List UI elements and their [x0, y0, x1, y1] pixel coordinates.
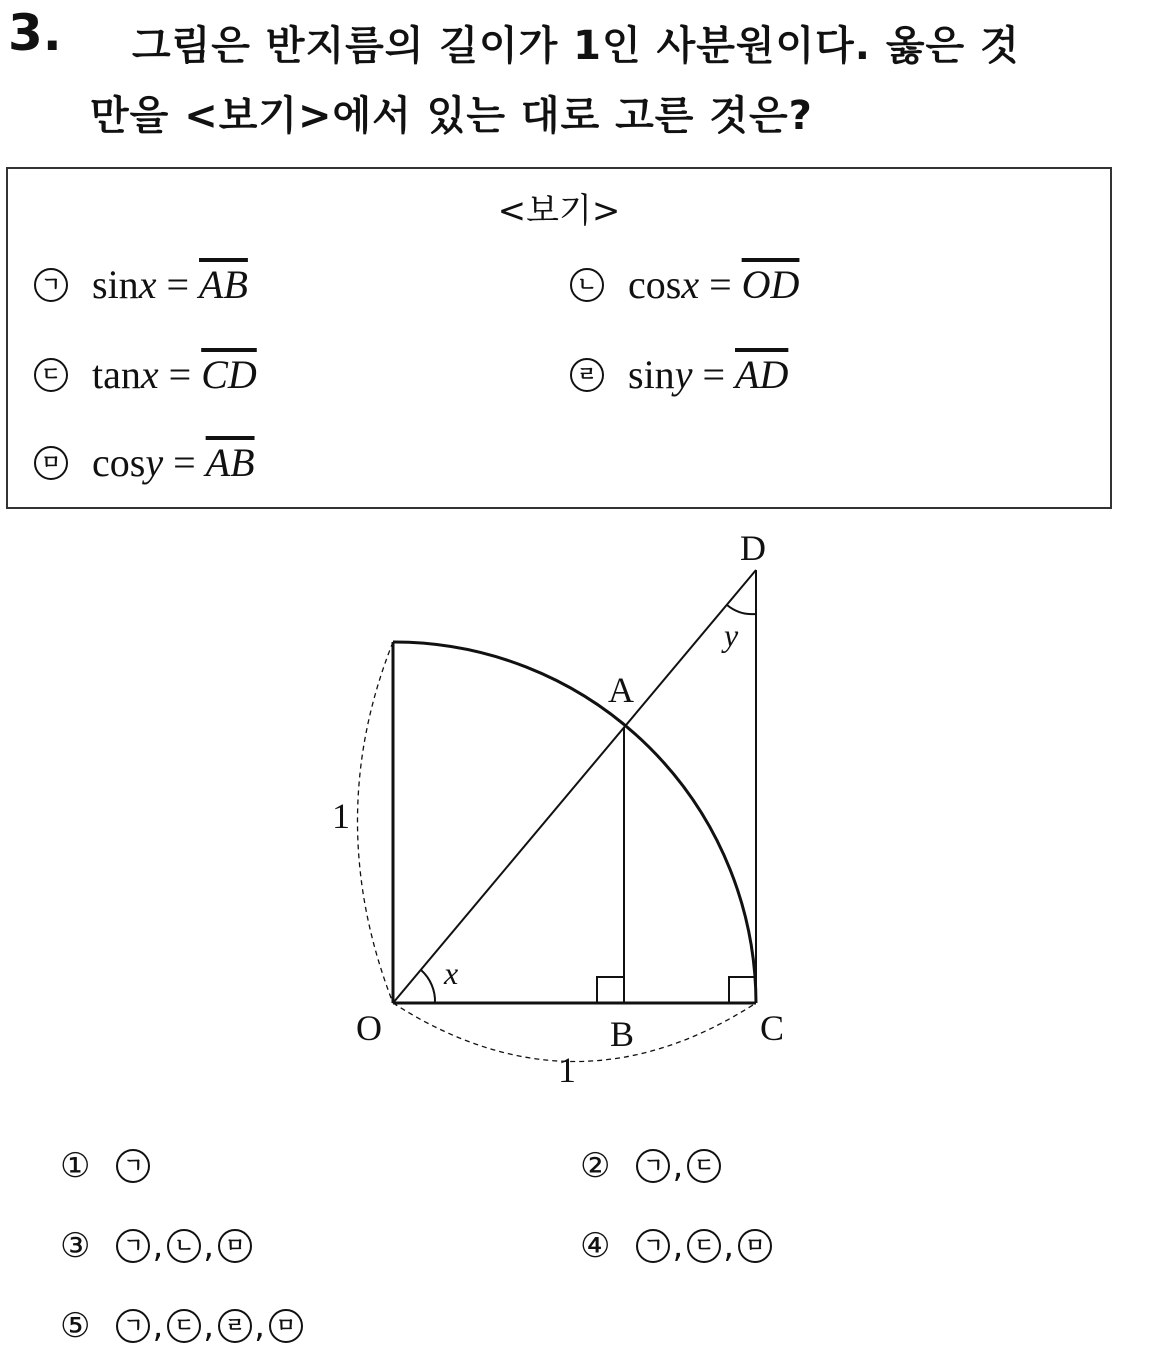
equals-sign: =	[168, 352, 192, 397]
point-label-d: D	[740, 528, 766, 568]
angle-label-x: x	[444, 955, 459, 991]
var-label: y	[145, 440, 164, 485]
marker-mieum: ㅁ	[34, 446, 68, 480]
quarter-arc	[393, 642, 756, 1003]
func-label: cos	[92, 440, 146, 485]
question-text-line2: 만을 <보기>에서 있는 대로 고른 것은?	[90, 93, 813, 139]
radius-label-left: 1	[332, 796, 350, 836]
equals-sign: =	[166, 262, 190, 307]
choice-marker: ㄴ	[167, 1229, 201, 1263]
choice-marker: ㄷ	[687, 1229, 721, 1263]
choice-marker: ㅁ	[218, 1229, 252, 1263]
choice-2[interactable]: ② ㄱ , ㄷ	[580, 1146, 721, 1186]
choice-5[interactable]: ⑤ ㄱ , ㄷ , ㄹ , ㅁ	[60, 1306, 303, 1346]
choice-number: ④	[580, 1226, 611, 1266]
marker-giyeok: ㄱ	[34, 268, 68, 302]
choice-marker: ㄱ	[116, 1309, 150, 1343]
marker-digeut: ㄷ	[34, 358, 68, 392]
choice-marker: ㄱ	[636, 1149, 670, 1183]
segment-label: $\overline{AB}$	[199, 262, 248, 307]
dashed-radius-left	[358, 642, 394, 1003]
angle-arc-y	[727, 605, 756, 614]
bogi-item-giyeok	[34, 261, 248, 308]
choice-number: ②	[580, 1146, 611, 1186]
equals-sign: =	[173, 440, 196, 485]
marker-nieun: ㄴ	[570, 268, 604, 302]
choice-4[interactable]: ④ ㄱ , ㄷ , ㅁ	[580, 1226, 772, 1266]
segment-label: $\overline{AD}$	[735, 352, 789, 397]
var-label: y	[674, 352, 693, 397]
choice-marker: ㅁ	[738, 1229, 772, 1263]
var-label: x	[681, 262, 700, 307]
choice-3[interactable]: ③ ㄱ , ㄴ , ㅁ	[60, 1226, 252, 1266]
var-label: x	[138, 262, 157, 307]
choice-marker: ㄱ	[116, 1229, 150, 1263]
question-text-line1: 그림은 반지름의 길이가 1인 사분원이다. 옳은 것	[132, 23, 1020, 69]
func-label: cos	[628, 262, 682, 307]
bogi-item-digeut	[34, 351, 257, 398]
var-label: x	[140, 352, 159, 397]
bogi-item-rieul	[570, 351, 788, 398]
point-label-b: B	[610, 1014, 635, 1054]
choice-marker: ㄱ	[636, 1229, 670, 1263]
choice-number: ①	[60, 1146, 91, 1186]
equals-sign: =	[702, 352, 726, 397]
point-label-a: A	[608, 670, 634, 710]
equals-sign: =	[709, 262, 732, 307]
right-angle-b	[597, 977, 624, 1003]
choice-marker: ㄷ	[167, 1309, 201, 1343]
choice-number: ⑤	[60, 1306, 91, 1346]
question-number: 3.	[8, 4, 62, 62]
func-label: tan	[92, 352, 141, 397]
angle-label-y: y	[724, 617, 739, 653]
line-od	[393, 570, 756, 1003]
choice-1[interactable]	[60, 1146, 150, 1186]
segment-label: $\overline{OD}$	[741, 262, 800, 307]
choice-marker: ㄹ	[218, 1309, 252, 1343]
func-label: sin	[92, 262, 139, 307]
bogi-title: <보기>	[497, 191, 621, 231]
marker-rieul: ㄹ	[570, 358, 604, 392]
radius-label-bottom: 1	[558, 1050, 576, 1090]
bogi-item-mieum	[34, 439, 255, 486]
segment-label: $\overline{CD}$	[201, 352, 257, 397]
choice-marker: ㄱ	[116, 1149, 150, 1183]
func-label: sin	[628, 352, 675, 397]
choice-number: ③	[60, 1226, 91, 1266]
bogi-box	[6, 167, 1112, 509]
choice-marker: ㄷ	[687, 1149, 721, 1183]
choice-marker: ㅁ	[269, 1309, 303, 1343]
point-label-o: O	[356, 1008, 382, 1048]
angle-arc-x	[421, 970, 435, 1003]
bogi-item-nieun	[570, 261, 799, 308]
segment-label: $\overline{AB}$	[205, 440, 255, 485]
right-angle-c	[729, 977, 756, 1003]
point-label-c: C	[760, 1008, 785, 1048]
quarter-circle-diagram	[0, 510, 1170, 1100]
